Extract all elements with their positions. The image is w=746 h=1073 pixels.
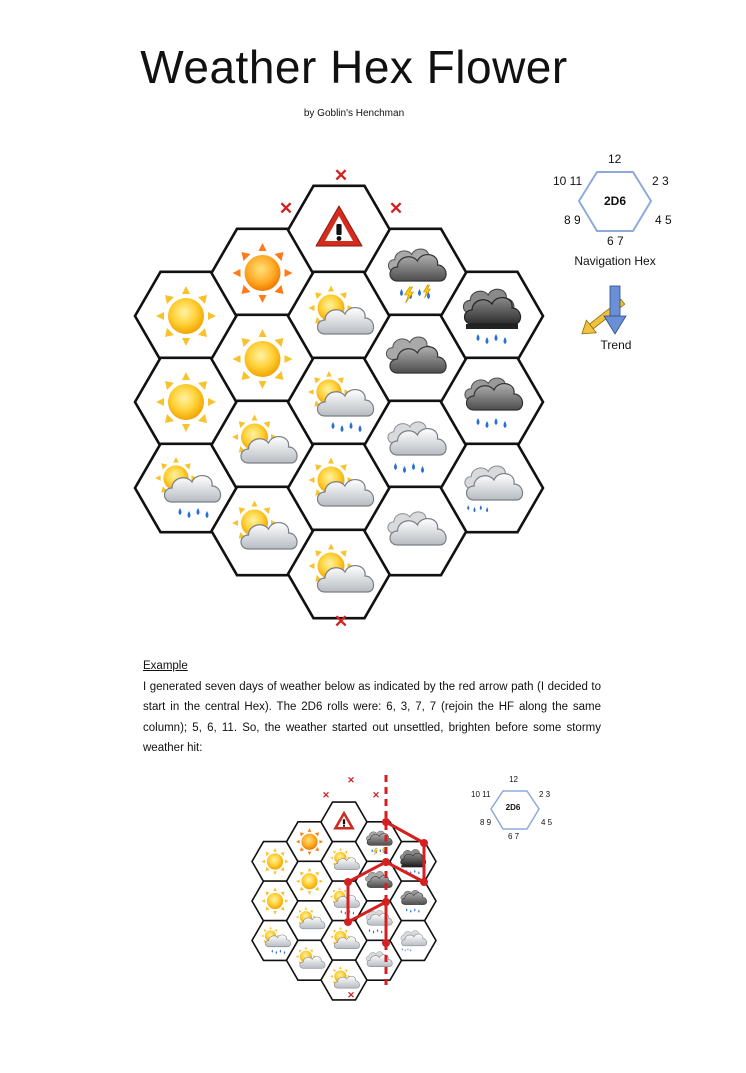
example-section	[143, 656, 601, 759]
path-node	[382, 818, 390, 826]
nav-label-top-left: 10 11	[553, 174, 583, 188]
example-nav-label-top: 12	[509, 775, 518, 784]
trend-caption: Trend	[600, 338, 632, 352]
example-hex-grid	[252, 802, 436, 1000]
nav-label-top-right: 2 3	[652, 174, 669, 188]
example-nav-label-bottom-right: 4 5	[541, 818, 553, 827]
blocked-marker-icon: ✕	[388, 199, 404, 218]
nav-center-label: 2D6	[603, 194, 626, 208]
path-node	[420, 878, 428, 886]
example-blocked-marker-icon: ✕	[347, 990, 355, 1000]
example-blocked-marker-icon: ✕	[322, 790, 330, 800]
path-node	[382, 898, 390, 906]
nav-label-bottom: 6 7	[607, 234, 624, 248]
main-hex-grid	[135, 186, 543, 618]
trend-legend	[580, 285, 650, 355]
path-node	[382, 939, 390, 947]
path-node	[344, 918, 352, 926]
nav-label-bottom-left: 8 9	[564, 213, 581, 227]
example-nav-label-top-left: 10 11	[471, 790, 491, 799]
path-node	[344, 878, 352, 886]
blocked-marker-icon: ✕	[278, 199, 294, 218]
page-title: Weather Hex Flower	[140, 41, 568, 93]
example-heading: Example	[143, 660, 188, 672]
example-nav-label-top-right: 2 3	[539, 790, 551, 799]
example-body: I generated seven days of weather below as indicated by the red arrow path (I decided to start in the central Hex). The 2D6 rolls were: 6, 3, 7, 7 (rejoin the HF along the same column); 5, 6, 11. So, the weather started out unsettled, brighten before some stormy weather hit:	[143, 680, 601, 754]
example-nav-center-label: 2D6	[505, 803, 521, 812]
navigation-hex	[545, 150, 685, 280]
path-node	[382, 858, 390, 866]
nav-label-bottom-right: 4 5	[655, 213, 672, 227]
author-byline: by Goblin's Henchman	[303, 108, 405, 119]
blocked-marker-icon: ✕	[333, 612, 349, 631]
example-blocked-marker-icon: ✕	[372, 790, 380, 800]
example-blocked-marker-icon: ✕	[347, 775, 355, 785]
example-nav-label-bottom-left: 8 9	[480, 818, 492, 827]
example-navigation-hex	[468, 775, 558, 845]
nav-label-top: 12	[608, 152, 622, 166]
example-nav-label-bottom: 6 7	[508, 832, 520, 841]
blocked-marker-icon: ✕	[333, 166, 349, 185]
nav-caption: Navigation Hex	[574, 254, 656, 268]
path-node	[420, 839, 428, 847]
